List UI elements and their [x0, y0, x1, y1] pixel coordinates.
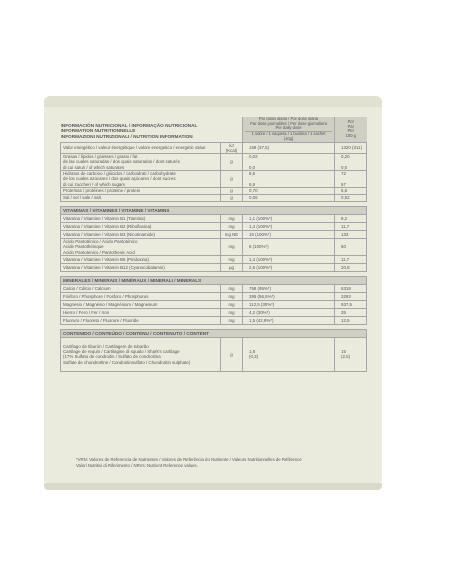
per-dose-header	[243, 117, 335, 142]
table-row	[61, 142, 367, 153]
row-unit: mg	[221, 238, 243, 255]
table-row	[61, 194, 367, 201]
row-dose-value: 4,2 (30%*)	[243, 308, 335, 316]
row-unit: g	[221, 153, 243, 170]
row-dose-value: 2,5 (100%*)	[243, 263, 335, 271]
row-unit: mg	[221, 316, 243, 324]
row-unit: mg	[221, 300, 243, 308]
row-per100-value: 11,7	[335, 222, 367, 230]
row-unit: mg NE	[221, 230, 243, 238]
section-heading: CONTENIDO / CONTEÚDO / CONTENU / CONTENUTO / CONTENT	[61, 329, 367, 337]
package-panel	[44, 96, 382, 483]
per-dose-line: Par dose journalière / Per dose giornaliera	[250, 120, 327, 126]
row-dose-value: 6 (100%*)	[243, 238, 335, 255]
row-dose-value: 1,4 (100%*)	[243, 255, 335, 263]
row-per100-value: 12,5	[335, 316, 367, 324]
table-row	[61, 230, 367, 238]
table-row	[61, 222, 367, 230]
row-dose-value: 8,6 6,9	[243, 170, 335, 187]
title-line: INFORMACIÓN NUTRICIONAL / INFORMAÇÃO NUTRICIONAL	[60, 122, 198, 128]
row-label: Vitamina / Vitamine / Vitamin B1 (Tiamina)	[61, 214, 221, 222]
table-row	[61, 337, 367, 371]
row-label: Ácido Pantoténico / Ácido Pantoténico Acide Pantothénique Acido Pantotenico / Pantothenic Acid	[61, 238, 221, 255]
row-label: Vitamina / Vitamine / Vitamin B6 (Piridoxina)	[61, 255, 221, 263]
row-per100-value: 5,8	[335, 187, 367, 194]
per-dose-line: Per daily dose	[275, 125, 302, 131]
row-unit: g	[221, 187, 243, 194]
row-per100-value: 0,52	[335, 194, 367, 201]
row-dose-value: 0,02 0,0	[243, 153, 335, 170]
row-unit: mg	[221, 292, 243, 300]
title-line: INFORMAZIONI NUTRIZIONALI / NUTRITION INFORMATION	[60, 133, 193, 139]
row-label: Magnesio / Magnésio / Magnésium / Magnesium	[61, 300, 221, 308]
row-per100-value: 6318	[335, 284, 367, 292]
minerals-section	[61, 276, 367, 284]
per-100g-header	[335, 117, 367, 142]
row-dose-value: 1,8 (0,3)	[243, 337, 335, 371]
row-per100-value: 0,20 0,0	[335, 153, 367, 170]
row-per100-value: 937,5	[335, 300, 367, 308]
row-dose-value: 1,5 (42,9%*)	[243, 316, 335, 324]
row-label: Vitamina / Vitamine / Vitamin B2 (Riboflavina)	[61, 222, 221, 230]
table-row	[61, 187, 367, 194]
row-label: Valor energético / valeur énergétique / valore energetico / energetic value	[61, 142, 221, 153]
row-dose-value: 0,06	[243, 194, 335, 201]
row-dose-value: 395 (56,5%*)	[243, 292, 335, 300]
row-dose-value: 16 (100%*)	[243, 230, 335, 238]
table-row	[61, 284, 367, 292]
row-unit: g	[221, 337, 243, 371]
row-per100-value: 50	[335, 238, 367, 255]
row-unit: g	[221, 194, 243, 201]
row-unit: mg	[221, 308, 243, 316]
row-label: Cartílago de tiburón / Cartilagem de tubarão Cartilage de requin / Cartilagine di squalo / Shark's cartilage (17% Sulfato de condroitin / Sulfato de condroitina Sulfate de chondroïtine / Condroitinsulfato / Chondroitin sulphate)	[61, 337, 221, 371]
row-dose-value: 0,70	[243, 187, 335, 194]
table-header	[61, 117, 367, 142]
row-label: Fósforo / Phosphore / Fosforo / Phosphorus	[61, 292, 221, 300]
table-row	[61, 255, 367, 263]
row-label: Vitamina / Vitamine / Vitamin B3 (Nicotinamide)	[61, 230, 221, 238]
table-row	[61, 316, 367, 324]
row-unit: µg	[221, 263, 243, 271]
row-unit: mg	[221, 214, 243, 222]
table-row	[61, 263, 367, 271]
table-row	[61, 300, 367, 308]
nutrition-label	[60, 117, 366, 468]
nrv-footnote: *VRN: Valores de Referencia de Nutrientes / Valores de Referência do Nutriente / Valeurs Nutritionnelles de Référence Valori Nutritivi di Riferimento / NRVs: Nutrient Reference values.	[76, 457, 302, 468]
row-label: Hidratos de carbono / glúcidos / carboidrati / carbohydrate de los cuales azúcares / dos quais açúcares / dont sucres di cui zuccheri / of which sugars	[61, 170, 221, 187]
serving-line: 1 sobre / 1 saqueta / 1 bustina / 1 sachet	[245, 131, 332, 137]
section-heading: VITAMINAS / VITAMINES / VITAMINE / VITAMINS	[61, 206, 367, 214]
title-line: INFORMATION NUTRITIONNELLE	[60, 128, 136, 134]
row-per100-value: 9,2	[335, 214, 367, 222]
row-unit: mg	[221, 222, 243, 230]
row-dose-value: 1,1 (100%*)	[243, 214, 335, 222]
row-per100-value: 133	[335, 230, 367, 238]
row-per100-value: 20,8	[335, 263, 367, 271]
row-per100-value: 35	[335, 308, 367, 316]
row-label: Grasas / lípidos / graisses / grassi / fat de las cuales saturadas / dos quais saturados / dont saturés di cui saturi / of which saturates	[61, 153, 221, 170]
row-per100-value: 1320 (311)	[335, 142, 367, 153]
table-row	[61, 308, 367, 316]
nutrition-table	[60, 117, 367, 372]
row-unit: kJ (Kcal)	[221, 142, 243, 153]
row-label: Fluoruro / Fluoreto / Fluorure / Fluoride	[61, 316, 221, 324]
row-per100-value: 15 (2,5)	[335, 337, 367, 371]
per-100g-line: Por	[347, 118, 354, 124]
vitamins-section	[61, 206, 367, 214]
row-label: Sal / sel / sale / salt	[61, 194, 221, 201]
row-label: Hierro / Fero / Fer / Iron	[61, 308, 221, 316]
row-per100-value: 72 57	[335, 170, 367, 187]
table-row	[61, 292, 367, 300]
per-100g-line: Per	[347, 128, 354, 134]
per-100g-line: 100 g	[345, 132, 356, 138]
row-label: Vitamina / Vitamine / Vitamin B12 (Cyanocobalamin)	[61, 263, 221, 271]
row-label: Proteínas / protéines / proteine / protein	[61, 187, 221, 194]
row-label: Calcio / Cálcio / Calcium	[61, 284, 221, 292]
row-dose-value: 758 (95%*)	[243, 284, 335, 292]
table-row	[61, 238, 367, 255]
row-unit: mg	[221, 255, 243, 263]
section-heading: MINERALES / MINERAIS / MINÉRAUX / MINERALI / MINERALS	[61, 276, 367, 284]
serving-line: (10g)	[283, 135, 294, 141]
row-per100-value: 11,7	[335, 255, 367, 263]
per-100g-line: Par	[347, 123, 354, 129]
row-per100-value: 3293	[335, 292, 367, 300]
label-title	[61, 117, 243, 142]
row-dose-value: 112,5 (30%*)	[243, 300, 335, 308]
row-unit: mg	[221, 284, 243, 292]
table-row	[61, 153, 367, 170]
per-dose-line: Por dosis diaria / Por dose diária	[258, 117, 319, 121]
table-row	[61, 170, 367, 187]
row-unit: g	[221, 170, 243, 187]
row-dose-value: 158 (37,5)	[243, 142, 335, 153]
content-section	[61, 329, 367, 337]
row-dose-value: 1,4 (100%*)	[243, 222, 335, 230]
table-row	[61, 214, 367, 222]
